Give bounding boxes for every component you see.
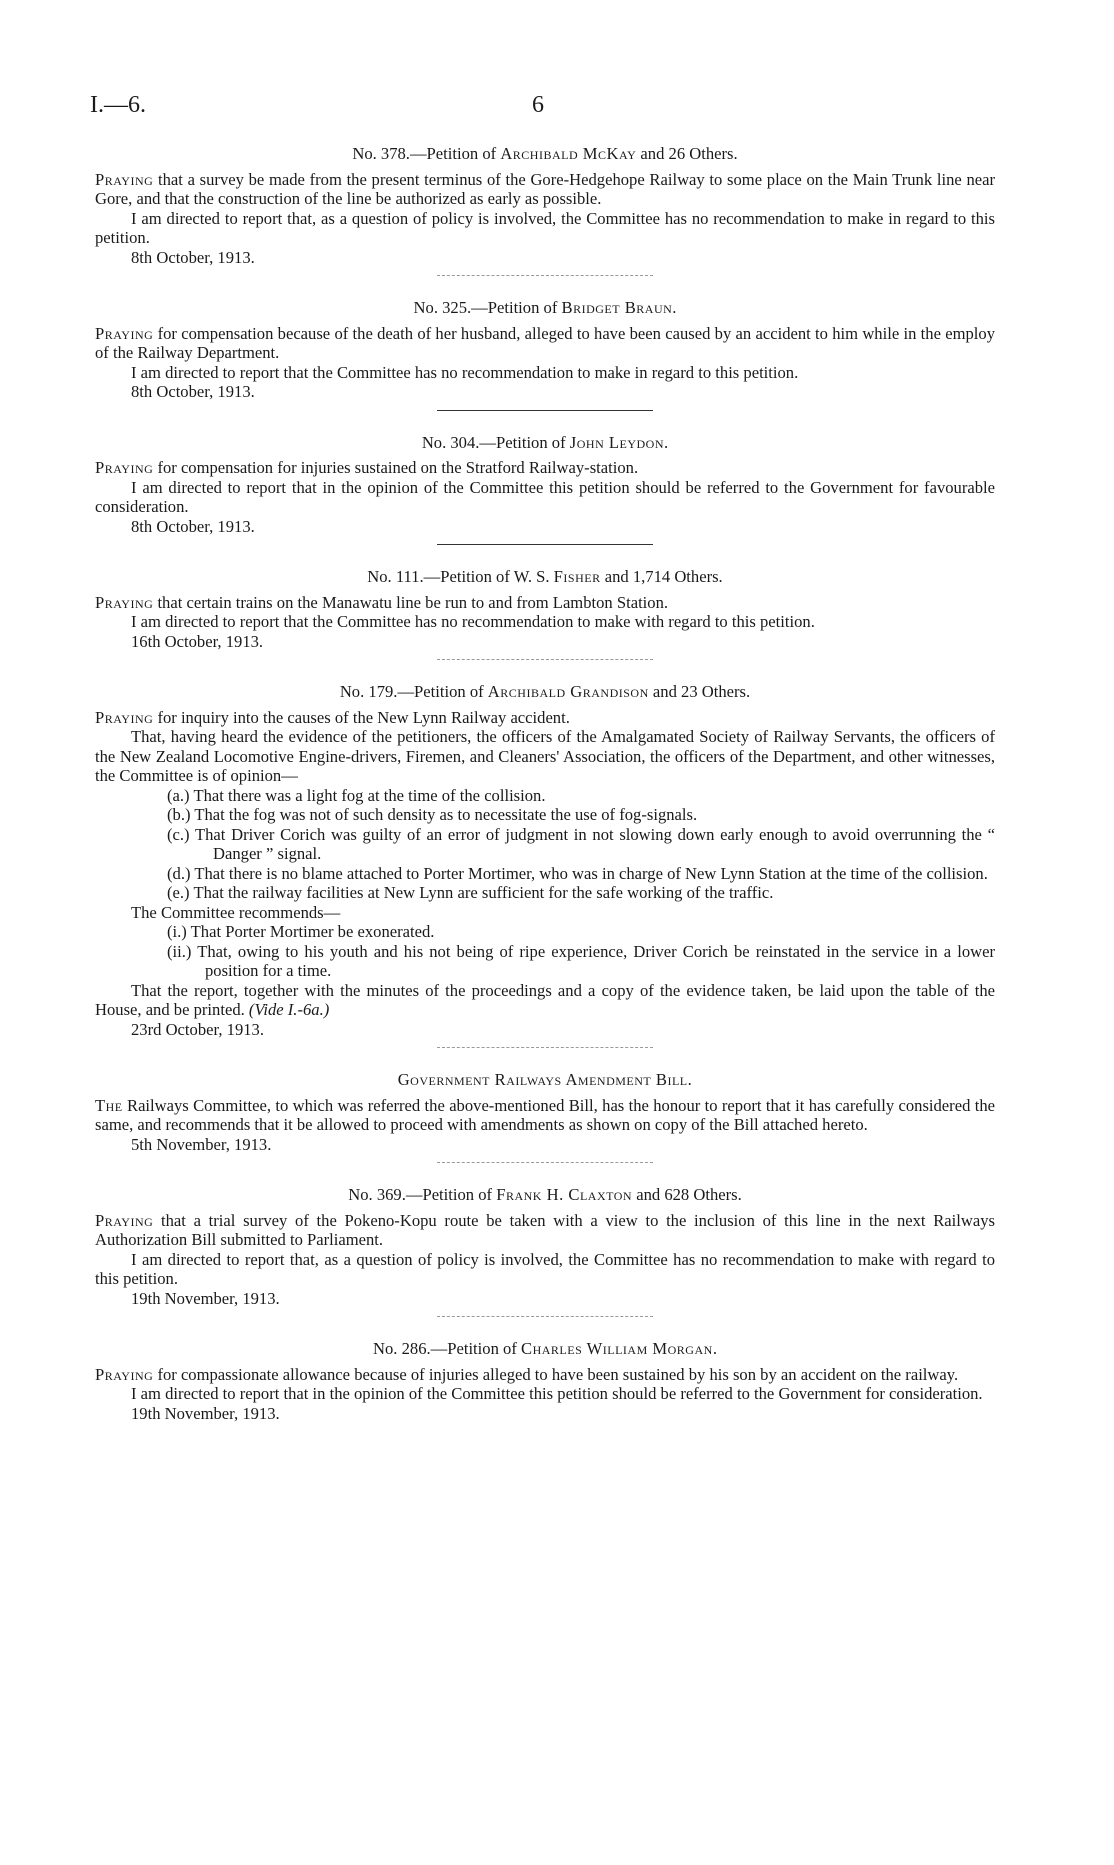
committee-report: I am directed to report that, as a question of policy is involved, the Committee has no recommendation to make with regard to this petition.	[95, 1249, 995, 1288]
vide-reference: (Vide I.-6a.)	[248, 1000, 330, 1019]
petitioner-name: Archibald Grandison	[487, 682, 649, 701]
petition-title: No. 378.—Petition of Archibald McKay and 26 Others.	[352, 144, 738, 163]
petition-section	[95, 144, 995, 276]
petition-prayer: Praying that a survey be made from the present terminus of the Gore-Hedgehope Railway to some place on the Main Trunk line near Gore, and that the construction of the line be authorized as early as possible.	[95, 169, 995, 208]
section-divider	[437, 410, 653, 411]
petitioner-name: Bridget Braun	[561, 298, 673, 317]
petitioner-name: Frank H. Claxton	[496, 1185, 633, 1204]
list-item: (e.) That the railway facilities at New Lynn are sufficient for the safe working of the traffic.	[167, 883, 774, 902]
report-date: 8th October, 1913.	[131, 516, 255, 536]
bill-heading: Government Railways Amendment Bill.	[397, 1070, 693, 1089]
petition-title: No. 369.—Petition of Frank H. Claxton and 628 Others.	[348, 1185, 742, 1204]
committee-report: That, having heard the evidence of the petitioners, the officers of the Amalgamated Society of Railway Servants, the officers of the New Zealand Locomotive Engine-drivers, Firemen, and Cleaners' Association, the officers of the Department, and other witnesses, the Committee is of opinion—	[95, 727, 995, 785]
committee-report: I am directed to report that, as a question of policy is involved, the Committee has no recommendation to make in regard to this petition.	[95, 208, 995, 247]
petition-prayer: Praying that a trial survey of the Pokeno-Kopu route be taken with a view to the inclusion of this line in the next Railways Authorization Bill submitted to Parliament.	[95, 1210, 995, 1249]
opinion-list	[95, 786, 995, 903]
document-reference: I.—6.	[90, 92, 146, 118]
document-body	[95, 144, 995, 1423]
petition-section	[95, 433, 995, 546]
report-date: 19th November, 1913.	[131, 1403, 280, 1423]
list-item: (c.) That Driver Corich was guilty of an error of judgment in not slowing down early enough to avoid overrunning the “ Danger ” signal.	[167, 824, 995, 863]
section-divider	[437, 1047, 653, 1048]
petition-title: No. 179.—Petition of Archibald Grandison and 23 Others.	[339, 682, 751, 701]
section-divider	[437, 1316, 653, 1317]
report-date: 8th October, 1913.	[131, 382, 255, 401]
petition-prayer: Praying for compensation for injuries sustained on the Stratford Railway-station.	[95, 458, 639, 477]
petition-section	[95, 1185, 995, 1317]
petition-title: No. 304.—Petition of John Leydon.	[421, 432, 669, 452]
bill-report: The Railways Committee, to which was referred the above-mentioned Bill, has the honour to report that it has carefully considered the same, and recommends that it be allowed to proceed with amendments as shown on copy of the Bill attached hereto.	[95, 1095, 995, 1134]
petition-title: No. 286.—Petition of Charles William Morgan.	[373, 1339, 717, 1358]
petitioner-name: Charles William Morgan	[521, 1339, 713, 1358]
petition-section	[95, 682, 995, 1048]
petitioner-name: Archibald McKay	[500, 144, 637, 163]
section-divider	[437, 659, 653, 660]
list-item: (d.) That there is no blame attached to Porter Mortimer, who was in charge of New Lynn Station at the time of the collision.	[167, 863, 988, 883]
petition-section	[95, 567, 995, 660]
petition-prayer: Praying for compensation because of the death of her husband, alleged to have been caused by an accident to him while in the employ of the Railway Department.	[95, 323, 995, 362]
list-item: (b.) That the fog was not of such density as to necessitate the use of fog-signals.	[167, 805, 698, 824]
closing-paragraph: That the report, together with the minutes of the proceedings and a copy of the evidence taken, be laid upon the table of the House, and be printed. (Vide I.-6a.)	[95, 980, 995, 1019]
section-divider	[437, 544, 653, 545]
committee-report: I am directed to report that the Committee has no recommendation to make in regard to this petition.	[131, 362, 799, 382]
recommendation-list	[95, 922, 995, 981]
list-item: (ii.) That, owing to his youth and his not being of ripe experience, Driver Corich be reinstated in the service in a lower position for a time.	[167, 941, 995, 980]
petition-prayer: Praying for inquiry into the causes of the New Lynn Railway accident.	[95, 707, 570, 727]
petition-prayer: Praying that certain trains on the Manawatu line be run to and from Lambton Station.	[95, 592, 669, 612]
petition-prayer: Praying for compassionate allowance because of injuries alleged to have been sustained by his son by an accident on the railway.	[95, 1364, 959, 1384]
committee-report: I am directed to report that the Committee has no recommendation to make with regard to this petition.	[131, 612, 815, 631]
report-date: 8th October, 1913.	[131, 247, 255, 267]
report-date: 19th November, 1913.	[131, 1288, 280, 1308]
petitioner-name: John Leydon	[569, 432, 665, 452]
report-date: 5th November, 1913.	[131, 1134, 272, 1154]
petition-title: No. 325.—Petition of Bridget Braun.	[413, 298, 677, 317]
committee-report: I am directed to report that in the opinion of the Committee this petition should be referred to the Government for favourable consideration.	[95, 477, 995, 516]
committee-report: I am directed to report that in the opinion of the Committee this petition should be referred to the Government for consideration.	[131, 1384, 983, 1403]
list-item: (i.) That Porter Mortimer be exonerated.	[167, 922, 435, 941]
petitioner-name: Fisher	[553, 567, 601, 586]
recommends-intro: The Committee recommends—	[131, 902, 341, 922]
report-date: 23rd October, 1913.	[131, 1019, 264, 1039]
section-divider	[437, 1162, 653, 1163]
petition-section	[95, 298, 995, 411]
section-divider	[437, 275, 653, 276]
petition-section	[95, 1339, 995, 1423]
bill-section	[95, 1070, 995, 1163]
page-number: 6	[532, 92, 544, 118]
report-date: 16th October, 1913.	[131, 631, 264, 651]
list-item: (a.) That there was a light fog at the time of the collision.	[167, 785, 546, 805]
petition-title: No. 111.—Petition of W. S. Fisher and 1,714 Others.	[367, 567, 723, 586]
